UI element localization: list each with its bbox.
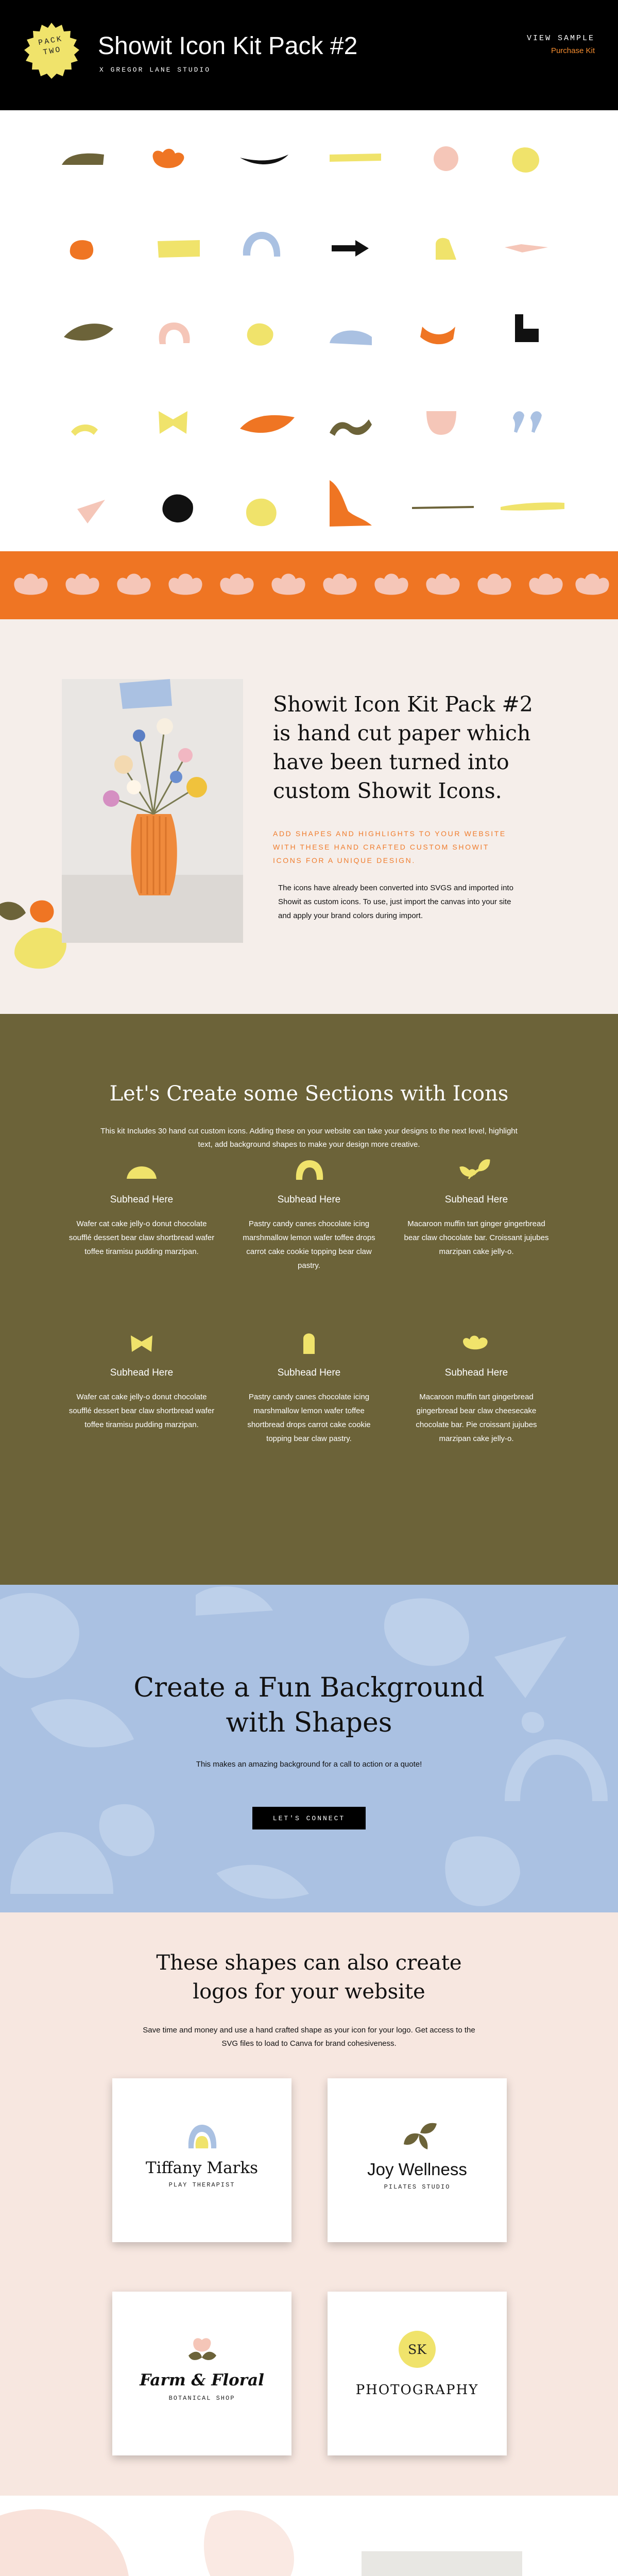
logo-card-subtitle: BOTANICAL SHOP	[168, 2395, 235, 2402]
logo-card-title: PHOTOGRAPHY	[355, 2382, 479, 2398]
yellow-blob-icon	[512, 147, 539, 173]
intro-heading-line-2: is hand cut paper which	[273, 721, 531, 745]
bg-arch-shape	[505, 1739, 608, 1801]
feature-text: Macaroon muffin tart ginger gingerbread bear claw chocolate bar. Croissant jujubes marzipan cake jelly-o.	[404, 1219, 549, 1256]
view-sample-link[interactable]: VIEW SAMPLE	[526, 34, 595, 43]
pink-flower-icon	[575, 574, 609, 595]
sections-lead: This kit Includes 30 hand cut custom icons. Adding these on your website can take your designs to the next level, highlight text, add background shapes to make your design more creative.	[100, 1127, 518, 1149]
background-lead: This makes an amazing background for a call to action or a quote!	[196, 1760, 422, 1769]
pink-flower-icon	[117, 574, 150, 595]
yellow-mound-icon	[124, 1158, 160, 1182]
logo-card-title: Tiffany Marks	[145, 2159, 259, 2177]
olive-line-icon	[412, 506, 474, 509]
pink-triangle-icon	[77, 500, 105, 523]
feature-card	[234, 1331, 384, 1446]
intro-section	[0, 619, 618, 1014]
intro-heading-line-3: have been turned into	[273, 750, 509, 774]
yellow-tab-icon	[291, 1331, 327, 1355]
pink-shield-icon	[426, 411, 456, 435]
pink-circle-shape	[204, 2510, 294, 2576]
intro-heading-line-1: Showit Icon Kit Pack #2	[273, 692, 533, 717]
lets-connect-button[interactable]: LET'S CONNECT	[252, 1807, 366, 1829]
logos-lead: Save time and money and use a hand crafted shape as your icon for your logo. Get access to the SVG files to load to Canva for brand cohesiveness.	[143, 2026, 475, 2048]
logo-card-title: Farm & Floral	[140, 2371, 264, 2389]
feature-card	[67, 1331, 216, 1432]
logos-section	[0, 1912, 618, 2496]
intro-body-text: The icons have already been converted into SVGS and imported into Showit as custom icons. To use, just import the canvas into your site and apply your brand colors during import.	[278, 884, 513, 920]
bg-blob-shape	[0, 1593, 79, 1678]
logos-title	[0, 1948, 618, 2006]
pink-circle-icon	[434, 146, 458, 171]
still-life-photo	[362, 2551, 522, 2576]
pink-arch-icon	[159, 323, 190, 344]
yellow-flower-icon	[458, 1331, 494, 1355]
black-step-icon	[515, 314, 539, 342]
intro-heading	[273, 690, 541, 805]
site-subtitle: X GREGOR LANE STUDIO	[99, 66, 211, 74]
yellow-tab-icon	[436, 238, 456, 260]
site-title: Showit Icon Kit Pack #2	[98, 32, 358, 60]
pink-flower-icon	[271, 574, 305, 595]
black-arrow-icon	[332, 240, 369, 257]
orange-smile-icon	[420, 327, 455, 344]
yellow-oval-icon	[247, 324, 273, 346]
feature-title: Subhead Here	[444, 1194, 508, 1205]
olive-leaf-decor-icon	[0, 902, 26, 920]
yellow-sprout-icon	[458, 1158, 494, 1182]
flower-band-canvas	[0, 551, 618, 619]
transparent-shapes-section	[0, 2496, 618, 2576]
site-header	[0, 0, 618, 110]
pink-flower-icon	[14, 574, 47, 595]
flower-vase-photo	[62, 679, 243, 943]
yellow-strip-icon	[330, 154, 381, 162]
yellow-rectangle-icon	[158, 240, 200, 258]
yellow-bowtie-icon	[159, 411, 187, 434]
blue-arch-icon	[243, 232, 280, 257]
transparent-shapes	[0, 2496, 618, 2576]
pink-flower-icon	[426, 574, 459, 595]
orange-circle-decor-icon	[30, 901, 54, 923]
pink-blob-shape	[0, 2509, 130, 2576]
pink-flower-icon	[374, 574, 408, 595]
badge-line-2: TWO	[42, 45, 62, 57]
yellow-blob-decor-icon	[14, 928, 66, 969]
feature-text: Pastry candy canes chocolate icing marshmallow lemon wafer toffee shortbread drops carrot cake cookie topping bear claw pastry.	[247, 1393, 371, 1443]
feature-card	[402, 1331, 551, 1446]
pink-flower-icon	[323, 574, 356, 595]
olive-eye-icon	[64, 324, 113, 341]
blue-mound-icon	[330, 331, 372, 346]
badge-line-1: PACK	[38, 35, 64, 48]
feature-text: Pastry candy canes chocolate icing marshmallow lemon wafer toffee drops carrot cake cookie topping bear claw pastry.	[243, 1219, 375, 1270]
pink-diamond-icon	[505, 244, 548, 252]
pink-flower-icon	[168, 574, 202, 595]
purchase-kit-link[interactable]: Purchase Kit	[551, 46, 595, 55]
logo-card-subtitle: PLAY THERAPIST	[168, 2181, 235, 2189]
monogram-text: SK	[408, 2342, 426, 2357]
yellow-circle-logo-icon	[328, 2292, 507, 2455]
feature-title: Subhead Here	[444, 1367, 508, 1378]
pink-flower-icon	[65, 574, 99, 595]
logo-card	[328, 2078, 507, 2242]
yellow-brushstroke-icon	[501, 502, 564, 511]
logos-title-line-1: These shapes can also create	[156, 1951, 462, 1975]
flower-band	[0, 551, 618, 619]
olive-leaf-icon	[62, 154, 104, 165]
orange-flower-icon	[153, 149, 184, 168]
intro-heading-line-4: custom Showit Icons.	[273, 778, 502, 803]
icon-sections-section	[0, 1014, 618, 1585]
feature-title: Subhead Here	[110, 1367, 174, 1378]
bg-mound-shape	[196, 1586, 273, 1616]
bg-circle-shape	[99, 1804, 154, 1856]
pink-flower-icon	[529, 574, 562, 595]
logos-title-line-2: logos for your website	[193, 1980, 425, 2004]
background-shapes	[0, 1585, 618, 1912]
yellow-arc-icon	[71, 425, 98, 436]
bg-leaf-shape	[216, 1865, 309, 1899]
icon-grid	[0, 110, 618, 551]
logo-card	[328, 2292, 507, 2455]
background-title-line-1: Create a Fun Background	[133, 1672, 485, 1703]
black-blob-icon	[162, 495, 193, 522]
feature-card	[402, 1158, 551, 1259]
logo-card	[112, 2292, 291, 2455]
feature-card	[234, 1158, 384, 1273]
feature-title: Subhead Here	[277, 1367, 341, 1378]
pink-flower-icon	[477, 574, 511, 595]
background-title	[0, 1670, 618, 1740]
background-title-line-2: with Shapes	[226, 1707, 392, 1738]
icon-grid-canvas	[0, 110, 618, 551]
yellow-circle-icon	[246, 499, 277, 527]
orange-corner-icon	[330, 480, 372, 527]
feature-text: Macaroon muffin tart gingerbread gingerbread bear claw cheesecake chocolate bar. Pie croissant jujubes marzipan cake jelly-o.	[416, 1393, 537, 1443]
yellow-bowtie-icon	[124, 1331, 160, 1355]
olive-squiggle-icon	[330, 419, 372, 436]
logo-card-subtitle: PILATES STUDIO	[384, 2183, 451, 2191]
bg-blob-shape	[384, 1598, 469, 1666]
yellow-arch-icon	[291, 1158, 327, 1182]
sections-title: Let's Create some Sections with Icons	[109, 1082, 509, 1106]
feature-title: Subhead Here	[277, 1194, 341, 1205]
intro-accent-text: ADD SHAPES AND HIGHLIGHTS TO YOUR WEBSITE WITH THESE HAND CRAFTED CUSTOM SHOWIT ICONS FOR A UNIQUE DESIGN.	[273, 829, 506, 865]
logo-card	[112, 2078, 291, 2242]
feature-title: Subhead Here	[110, 1194, 174, 1205]
blue-quote-icon	[513, 411, 542, 433]
feature-text: Wafer cat cake jelly-o donut chocolate soufflé dessert bear claw shortbread wafer toffee tiramisu pudding marzipan.	[68, 1219, 215, 1256]
feature-card	[67, 1158, 216, 1259]
orange-leaf-icon	[240, 415, 295, 433]
background-shapes-section	[0, 1585, 618, 1912]
black-crescent-icon	[240, 155, 288, 164]
pink-flower-icon	[220, 574, 253, 595]
logo-card-title: Joy Wellness	[367, 2160, 467, 2179]
bg-blob-shape	[445, 1836, 520, 1906]
bg-arch-shape	[10, 1832, 113, 1894]
feature-text: Wafer cat cake jelly-o donut chocolate soufflé dessert bear claw shortbread wafer toffee tiramisu pudding marzipan.	[68, 1393, 215, 1429]
orange-blob-icon	[70, 240, 93, 260]
